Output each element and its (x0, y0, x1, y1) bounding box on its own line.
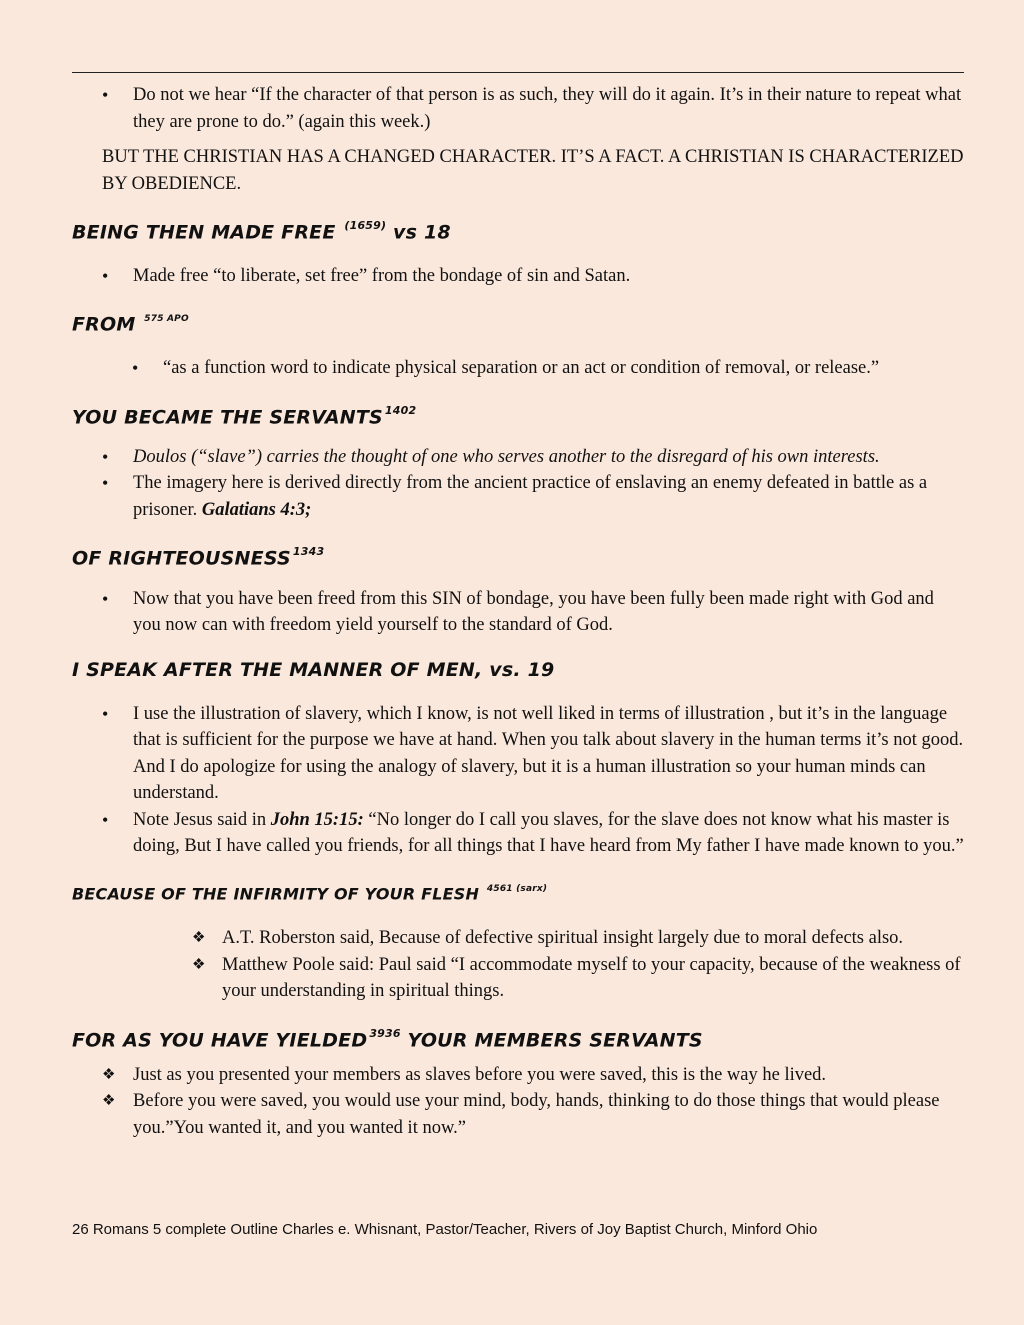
bullet-marker: • (102, 473, 109, 494)
strongs-number: 1343 (292, 545, 325, 559)
before-saved-text: Before you were saved, you would use your mind, body, hands, thinking to do those things that would please you.”You wanted it, and you wanted it now.” (133, 1091, 940, 1138)
bullet-marker: • (132, 358, 139, 379)
document-page (72, 82, 964, 1141)
bullet-marker: • (102, 703, 109, 724)
made-free-bullet (72, 263, 964, 290)
section-heading-yielded: FOR AS YOU HAVE YIELDED $^{3936}$ YOUR MEMBERS SERVANTS (72, 1026, 703, 1051)
illustration-text: I use the illustration of slavery, which I know, is not well liked in terms of illustration , but it’s in the language that is sufficient for the purpose we have at hand. When you talk about slavery in the human terms it’s not good. And I do apologize for using the analogy of slavery, but it is a human illustration so your human minds can understand. (133, 703, 964, 804)
section-heading-righteousness: OF RIGHTEOUSNESS $^{1343}$ (72, 545, 325, 570)
section-heading-from: FROM $^{575 APO}$ (72, 313, 189, 336)
top-rule (72, 72, 964, 73)
bullet-marker: • (102, 85, 109, 105)
page-footer: 26 Romans 5 complete Outline Charles e. Whisnant, Pastor/Teacher, Rivers of Joy Baptist Church, Minford Ohio (72, 1221, 818, 1238)
poole-text: Matthew Poole said: Paul said “I accommodate myself to your capacity, because of the weakness of your understanding in spiritual things. (222, 954, 961, 1002)
jesus-text-pre: Note Jesus said in (133, 809, 271, 830)
scripture-ref-john: John 15:15: (270, 809, 364, 830)
diamond-bullet-icon: ❖ (192, 956, 206, 973)
diamond-bullet-icon: ❖ (102, 1093, 116, 1110)
bullet-marker: • (102, 446, 109, 467)
from-bullet (72, 355, 964, 382)
doulos-text: Doulos (“slave”) carries the thought of one who serves another to the disregard of his own interests. (133, 446, 880, 467)
strongs-number: 575 APO (144, 313, 189, 324)
diamond-bullet-icon: ❖ (102, 1066, 116, 1083)
intro-bullet-text: Do not we hear “If the character of that person is as such, they will do it again. It’s in their nature to repeat what they are prone to do.” (again this week.) (133, 85, 962, 132)
strongs-number: 1402 (384, 403, 417, 417)
jesus-text-post: “No longer do I call you slaves, for the slave does not know what his master is doing, But I have called you friends, for all things that I have heard from My father I have made known to you.” (133, 809, 964, 857)
section-heading-manner-of-men: I SPEAK AFTER THE MANNER OF MEN, vs. 19 (72, 658, 555, 681)
strongs-number: (1659) (344, 219, 387, 232)
section-heading-servants: YOU BECAME THE SERVANTS $^{1402}$ (72, 403, 417, 428)
section-heading-infirmity: BECAUSE OF THE INFIRMITY OF YOUR FLESH $^{4561 (sarx)}$ (72, 883, 548, 904)
bullet-marker: • (102, 588, 109, 609)
yielded-item-before-saved (72, 1088, 964, 1141)
diamond-bullet-icon: ❖ (192, 930, 206, 947)
imagery-text: The imagery here is derived directly from the ancient practice of enslaving an enemy defeated in battle as a prisoner. (133, 473, 928, 520)
bullet-marker: • (102, 809, 109, 830)
from-text: “as a function word to indicate physical separation or an act or condition of removal, or release.” (163, 358, 880, 379)
righteousness-bullet (72, 586, 964, 639)
manner-bullet-jesus (72, 807, 964, 860)
infirmity-item-roberston (72, 925, 964, 952)
presented-text: Just as you presented your members as slaves before you were saved, this is the way he lived. (133, 1064, 827, 1085)
intro-statement: BUT THE CHRISTIAN HAS A CHANGED CHARACTER. IT’S A FACT. A CHRISTIAN IS CHARACTERIZED BY OBEDIENCE. (102, 147, 964, 194)
manner-bullet-illustration (72, 701, 964, 807)
strongs-number: 3936 (369, 1026, 401, 1040)
strongs-number: 4561 (sarx) (486, 883, 548, 894)
scripture-ref-galatians: Galatians 4:3; (201, 499, 312, 520)
made-free-text: Made free “to liberate, set free” from the bondage of sin and Satan. (133, 266, 631, 287)
yielded-item-presented (72, 1062, 964, 1089)
roberston-text: A.T. Roberston said, Because of defective spiritual insight largely due to moral defects also. (222, 928, 904, 949)
servants-bullet-imagery (72, 470, 964, 523)
intro-bullet (72, 82, 964, 135)
section-heading-made-free: BEING THEN MADE FREE $^{(1659)}$ vs 18 (72, 219, 451, 244)
bullet-marker: • (102, 266, 109, 287)
infirmity-item-poole (72, 952, 964, 1005)
righteousness-text: Now that you have been freed from this SIN of bondage, you have been fully been made right with God and you now can with freedom yield yourself to the standard of God. (133, 588, 934, 636)
servants-bullet-doulos (72, 444, 964, 471)
